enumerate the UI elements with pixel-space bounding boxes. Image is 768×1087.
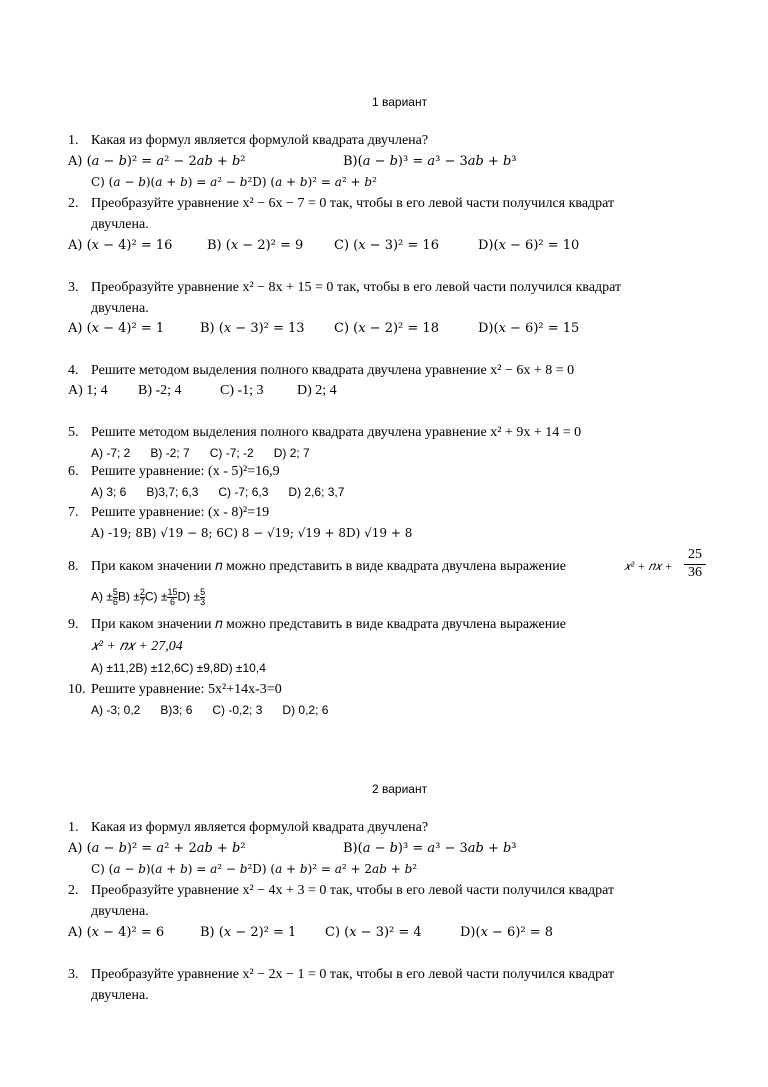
v1-q4-number: 4. (68, 363, 79, 378)
v1-q9-number: 9. (68, 617, 79, 632)
v1-q3-answer-d: D)(𝑥 − 6)² = 15 (478, 321, 580, 336)
v1-q4-text: Решите методом выделения полного квадрата двучлена уравнение x² − 6x + 8 = 0 (91, 363, 575, 378)
v1-q10-text: Решите уравнение: 5x²+14x-3=0 (91, 682, 282, 697)
v1-q8-answer-a-num: 5 (112, 587, 118, 597)
v2-q2-answer-d: D)(𝑥 − 6)² = 8 (460, 925, 554, 940)
v1-q8-answers (91, 588, 205, 607)
v1-q8-number: 8. (68, 559, 79, 574)
v1-q8-text: При каком значении 𝑛 можно представить в виде квадрата двучлена выражение (91, 559, 566, 574)
v1-q4-answer-c: C) -1; 3 (220, 383, 264, 398)
v1-q2-text-cont: двучлена. (91, 217, 149, 232)
v1-q6-answers: A) 3; 6 B)3,7; 6,3 C) -7; 6,3 D) 2,6; 3,7 (91, 485, 345, 499)
variant-1-title: 1 вариант (372, 95, 428, 109)
v1-q2-text: Преобразуйте уравнение x² − 6x − 7 = 0 так, чтобы в его левой части получился квадрат (91, 196, 615, 211)
v1-q5-text: Решите методом выделения полного квадрата двучлена уравнение x² + 9x + 14 = 0 (91, 425, 582, 440)
v1-q9-answers: A) ±11,2B) ±12,6C) ±9,8D) ±10,4 (91, 661, 266, 675)
variant-2-title: 2 вариант (372, 782, 428, 796)
v1-q10-answers: A) -3; 0,2 B)3; 6 C) -0,2; 3 D) 0,2; 6 (91, 703, 329, 717)
v2-q1-answer-cd: C) (𝑎 − 𝑏)(𝑎 + 𝑏) = 𝑎² − 𝑏²D) (𝑎 + 𝑏)² = 𝑎² + 2𝑎𝑏 + 𝑏² (91, 862, 418, 876)
v1-q8-answer-d-den: 3 (200, 597, 206, 607)
v1-q1-number: 1. (68, 133, 79, 148)
v1-q1-text: Какая из формул является формулой квадрата двучлена? (91, 133, 429, 148)
v1-q7-number: 7. (68, 505, 79, 520)
v2-q2-answer-b: B) (𝑥 − 2)² = 1 (200, 925, 297, 940)
v1-q8-fraction (684, 547, 706, 582)
v2-q2-answer-a: A) (𝑥 − 4)² = 6 (68, 925, 165, 940)
v2-q1-answer-b: B)(𝑎 − 𝑏)³ = 𝑎³ − 3𝑎𝑏 + 𝑏³ (343, 841, 517, 856)
v1-q8-expression: 𝑥² + 𝑛𝑥 + (624, 559, 673, 573)
v1-q3-text: Преобразуйте уравнение x² − 8x + 15 = 0 так, чтобы в его левой части получился квадрат (91, 280, 622, 295)
v1-q8-answer-c-prefix: C) ± (144, 589, 168, 604)
v1-q2-number: 2. (68, 196, 79, 211)
v1-q4-answer-a: A) 1; 4 (68, 383, 108, 398)
v1-q8-answer-d-prefix: D) ± (177, 589, 201, 604)
v2-q2-answer-c: C) (𝑥 − 3)² = 4 (325, 925, 422, 940)
v1-q8-answer-a-den: 6 (112, 597, 118, 607)
v2-q1-number: 1. (68, 820, 79, 835)
v1-q2-answer-d: D)(𝑥 − 6)² = 10 (478, 238, 580, 253)
v1-q5-number: 5. (68, 425, 79, 440)
v1-q8-fraction-denominator: 36 (684, 564, 706, 582)
v1-q5-answers: A) -7; 2 B) -2; 7 C) -7; -2 D) 2; 7 (91, 446, 310, 460)
v1-q8-answer-b-num: 2 (139, 587, 145, 597)
v1-q6-text: Решите уравнение: (x - 5)²=16,9 (91, 464, 280, 479)
v1-q3-answer-c: C) (𝑥 − 2)² = 18 (334, 321, 439, 336)
v1-q3-answer-b: B) (𝑥 − 3)² = 13 (200, 321, 305, 336)
v1-q9-expression: 𝑥² + 𝑛𝑥 + 27,04 (91, 639, 183, 654)
v1-q8-answer-c-num: 15 (167, 587, 178, 597)
v2-q1-text: Какая из формул является формулой квадрата двучлена? (91, 820, 429, 835)
v2-q2-text: Преобразуйте уравнение x² − 4x + 3 = 0 так, чтобы в его левой части получился квадрат (91, 883, 615, 898)
v1-q8-answer-d-num: 5 (200, 587, 206, 597)
v1-q2-answer-c: C) (𝑥 − 3)² = 16 (334, 238, 439, 253)
v1-q8-answer-d-fraction (200, 588, 205, 607)
v1-q8-answer-c-den: 6 (167, 597, 177, 607)
v1-q8-answer-c-fraction (167, 588, 177, 607)
v1-q1-answer-cd: C) (𝑎 − 𝑏)(𝑎 + 𝑏) = 𝑎² − 𝑏²D) (𝑎 + 𝑏)² = 𝑎² + 𝑏² (91, 175, 377, 189)
v1-q7-text: Решите уравнение: (x - 8)²=19 (91, 505, 270, 520)
v2-q3-number: 3. (68, 967, 79, 982)
v2-q1-answer-a: A) (𝑎 − 𝑏)² = 𝑎² + 2𝑎𝑏 + 𝑏² (68, 841, 246, 856)
v1-q3-answer-a: A) (𝑥 − 4)² = 1 (68, 321, 165, 336)
v2-q3-text: Преобразуйте уравнение x² − 2x − 1 = 0 так, чтобы в его левой части получился квадрат (91, 967, 615, 982)
v1-q10-number: 10. (68, 682, 86, 697)
v1-q9-text: При каком значении 𝑛 можно представить в виде квадрата двучлена выражение (91, 617, 566, 632)
v1-q7-answers: A) -19; 8B) √19 − 8; 6C) 8 − √19; √19 + 8D) √19 + 8 (91, 526, 413, 540)
v2-q3-text-cont: двучлена. (91, 988, 149, 1003)
v1-q8-answer-b-den: 7 (139, 597, 145, 607)
v1-q1-answer-a: A) (𝑎 − 𝑏)² = 𝑎² − 2𝑎𝑏 + 𝑏² (68, 154, 246, 169)
v1-q2-answer-a: A) (𝑥 − 4)² = 16 (68, 238, 173, 253)
v1-q3-number: 3. (68, 280, 79, 295)
v1-q4-answer-b: B) -2; 4 (138, 383, 182, 398)
v1-q6-number: 6. (68, 464, 79, 479)
v1-q4-answer-d: D) 2; 4 (297, 383, 337, 398)
v1-q8-answer-a-prefix: A) ± (91, 589, 113, 604)
v1-q8-answer-b-prefix: B) ± (117, 589, 140, 604)
v1-q3-text-cont: двучлена. (91, 301, 149, 316)
v1-q8-fraction-numerator: 25 (688, 547, 702, 562)
v1-q1-answer-b: B)(𝑎 − 𝑏)³ = 𝑎³ − 3𝑎𝑏 + 𝑏³ (343, 154, 517, 169)
v1-q2-answer-b: B) (𝑥 − 2)² = 9 (207, 238, 304, 253)
v2-q2-text-cont: двучлена. (91, 904, 149, 919)
v2-q2-number: 2. (68, 883, 79, 898)
